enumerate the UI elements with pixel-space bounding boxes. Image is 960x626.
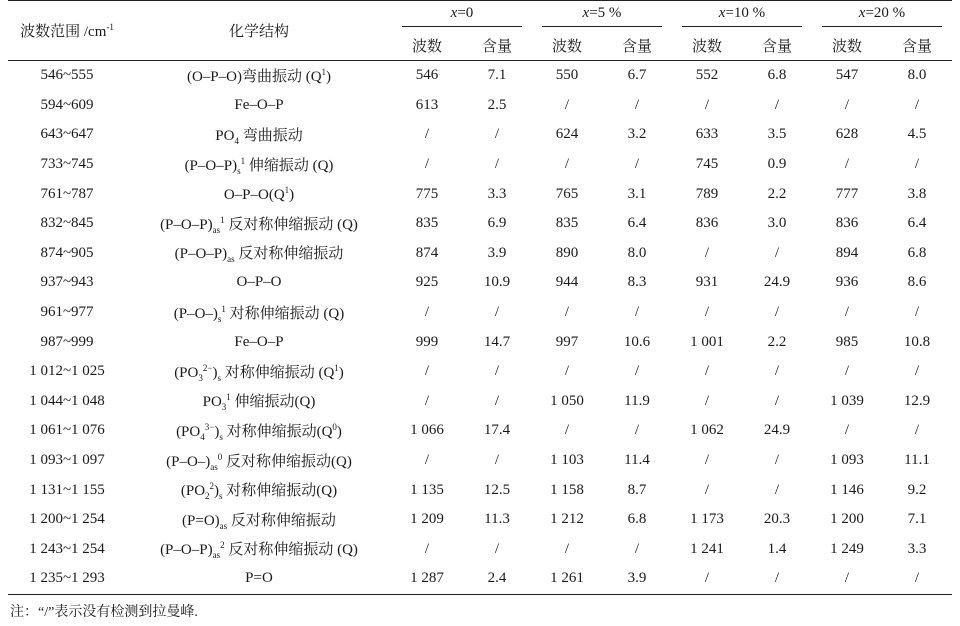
cell-structure: [126, 61, 392, 91]
cell-content: /: [914, 96, 920, 113]
cell-content: 3.2: [627, 126, 647, 143]
table-row: [8, 209, 952, 239]
table-row: [8, 357, 952, 387]
structure-part: (P–O–P): [184, 157, 238, 174]
cell-content: 11.1: [904, 452, 930, 469]
cell-wavenumber: 890: [555, 244, 579, 261]
cell-content: 9.2: [907, 481, 927, 498]
cell-wavenumber: /: [564, 304, 570, 321]
table-container: [8, 0, 952, 621]
cell-content: 12.9: [903, 392, 931, 409]
cell-range: 1 243~1 254: [29, 540, 105, 557]
cell-wavenumber: 1 287: [410, 570, 444, 587]
cell-range: 1 131~1 155: [29, 481, 105, 498]
cell-range: 1 012~1 025: [29, 363, 105, 380]
structure-part: s: [217, 372, 221, 383]
structure-part: 3: [198, 372, 203, 383]
cell-wavenumber: 1 209: [410, 511, 444, 528]
cell-content: 11.4: [624, 452, 650, 469]
cell-content: 3.1: [627, 185, 647, 202]
cell-range: 546~555: [40, 67, 94, 84]
cell-wavenumber: 931: [695, 274, 719, 291]
cell-wavenumber: 835: [415, 215, 439, 232]
structure-part: 3: [221, 402, 227, 413]
table-row: [8, 446, 952, 476]
structure-part: P=O: [245, 570, 273, 587]
cell-content: /: [494, 452, 500, 469]
table-row: [8, 505, 952, 535]
structure-part: ): [338, 364, 344, 381]
cell-wavenumber: /: [844, 96, 850, 113]
group-header-2: x=10 %: [672, 1, 812, 31]
cell-content: 6.8: [907, 244, 927, 261]
structure-part: O–P–O: [236, 274, 282, 291]
cell-content: 6.4: [907, 215, 927, 232]
table-row: [8, 535, 952, 565]
cell-structure: [126, 564, 392, 594]
structure-part: ): [346, 453, 352, 470]
structure-part: s: [217, 313, 222, 324]
cell-range: 874~905: [40, 244, 94, 261]
cell-wavenumber: /: [424, 304, 430, 321]
cell-content: /: [634, 96, 640, 113]
cell-content: /: [774, 363, 780, 380]
structure-part: 0: [332, 421, 337, 432]
cell-content: 12.5: [483, 481, 511, 498]
table-row: [8, 268, 952, 298]
table-row: [8, 564, 952, 594]
cell-content: 6.4: [627, 215, 647, 232]
cell-content: /: [774, 244, 780, 261]
table-note: 注：“/”表示没有检测到拉曼峰.: [10, 604, 198, 620]
cell-wavenumber: 745: [695, 156, 719, 173]
table-row: [8, 327, 952, 357]
cell-content: 2.5: [487, 96, 507, 113]
cell-wavenumber: 624: [555, 126, 579, 143]
cell-wavenumber: 1 001: [690, 333, 724, 350]
structure-part: 1: [226, 392, 231, 403]
cell-wavenumber: 765: [555, 185, 579, 202]
cell-content: 1.4: [767, 540, 787, 557]
cell-wavenumber: /: [564, 540, 570, 557]
cell-content: /: [494, 540, 500, 557]
table-row: [8, 61, 952, 91]
cell-content: 11.9: [624, 392, 650, 409]
sub-header-wave: 波数: [411, 38, 442, 55]
cell-structure: [126, 209, 392, 239]
table-body: [8, 61, 952, 595]
cell-range: 1 044~1 048: [29, 392, 105, 409]
structure-part: Fe–O–P: [234, 333, 284, 350]
cell-content: /: [774, 304, 780, 321]
cell-content: /: [634, 363, 640, 380]
cell-range: 937~943: [40, 274, 94, 291]
cell-range: 733~745: [40, 156, 94, 173]
cell-content: 3.3: [907, 540, 927, 557]
cell-wavenumber: 836: [835, 215, 859, 232]
cell-content: 10.8: [903, 333, 931, 350]
cell-wavenumber: 1 050: [550, 392, 584, 409]
cell-wavenumber: 1 261: [550, 570, 584, 587]
table-row: [8, 120, 952, 150]
cell-content: 3.8: [907, 185, 927, 202]
table-row: [8, 298, 952, 328]
cell-content: /: [914, 422, 920, 439]
cell-wavenumber: /: [564, 156, 570, 173]
cell-wavenumber: /: [704, 452, 710, 469]
cell-range: 1 235~1 293: [29, 570, 105, 587]
cell-wavenumber: /: [424, 126, 430, 143]
cell-wavenumber: /: [844, 363, 850, 380]
cell-wavenumber: 550: [555, 67, 579, 84]
cell-wavenumber: /: [704, 481, 710, 498]
cell-wavenumber: /: [704, 363, 710, 380]
cell-wavenumber: 1 062: [690, 422, 724, 439]
cell-content: 0.9: [767, 156, 787, 173]
cell-wavenumber: /: [424, 363, 430, 380]
cell-range: 761~787: [40, 185, 94, 202]
structure-part: 2: [220, 540, 225, 551]
structure-part: (PO: [176, 423, 201, 440]
structure-part: 伸缩振动(Q: [230, 394, 311, 411]
structure-part: (PO: [174, 364, 199, 381]
structure-part: (O–P–O)弯曲振动 (Q: [186, 69, 322, 86]
cell-wavenumber: 633: [695, 126, 719, 143]
structure-part: ): [310, 394, 316, 411]
structure-part: as: [219, 520, 228, 531]
cell-range: 1 200~1 254: [29, 511, 105, 528]
cell-wavenumber: 546: [415, 67, 439, 84]
cell-content: 20.3: [763, 511, 791, 528]
cell-wavenumber: 1 093: [830, 452, 864, 469]
sub-header-wave: 波数: [691, 38, 722, 55]
cell-content: 2.2: [767, 333, 787, 350]
structure-part: (P–O–): [173, 305, 218, 322]
cell-content: /: [494, 392, 500, 409]
table-row: [8, 150, 952, 180]
cell-wavenumber: /: [704, 392, 710, 409]
structure-part: (P=O): [182, 512, 220, 529]
structure-part: (P–O–P): [160, 216, 213, 233]
cell-wavenumber: 552: [695, 67, 719, 84]
cell-wavenumber: 547: [835, 67, 859, 84]
cell-wavenumber: /: [564, 422, 570, 439]
cell-wavenumber: /: [844, 422, 850, 439]
structure-part: (P–O–P): [160, 542, 213, 559]
cell-wavenumber: 1 103: [550, 452, 584, 469]
cell-wavenumber: /: [424, 540, 430, 557]
cell-wavenumber: 789: [695, 185, 719, 202]
cell-content: /: [774, 570, 780, 587]
structure-part: (P–O–P): [174, 246, 228, 263]
structure-part: (P–O–): [166, 453, 211, 470]
cell-content: 2.2: [767, 185, 787, 202]
cell-content: 3.5: [767, 126, 787, 143]
structure-part: 对称伸缩振动(Q: [222, 483, 333, 500]
cell-structure: [126, 91, 392, 121]
structure-part: 对称伸缩振动 (Q: [220, 364, 335, 381]
sub-header-content: 含量: [481, 38, 512, 55]
cell-content: 6.8: [627, 511, 647, 528]
group-header-1: x=5 %: [532, 1, 672, 31]
structure-part: ): [352, 216, 358, 233]
cell-content: 3.9: [487, 244, 507, 261]
cell-content: 10.6: [623, 333, 651, 350]
cell-content: /: [634, 422, 640, 439]
cell-content: /: [914, 363, 920, 380]
cell-wavenumber: 775: [415, 185, 439, 202]
cell-content: /: [634, 304, 640, 321]
cell-wavenumber: 1 039: [830, 392, 864, 409]
sub-header-wave: 波数: [551, 38, 582, 55]
cell-wavenumber: 1 146: [830, 481, 864, 498]
cell-wavenumber: 997: [555, 333, 579, 350]
cell-wavenumber: /: [564, 96, 570, 113]
cell-range: 1 061~1 076: [29, 422, 105, 439]
structure-part: s: [219, 431, 223, 442]
cell-content: 8.7: [627, 481, 647, 498]
cell-content: 10.9: [483, 274, 511, 291]
cell-wavenumber: 628: [835, 126, 859, 143]
structure-part: ): [352, 542, 358, 559]
structure-part: 弯曲振动: [238, 127, 303, 144]
cell-content: 6.8: [767, 67, 787, 84]
structure-part: 4: [234, 135, 239, 146]
cell-content: /: [914, 570, 920, 587]
cell-wavenumber: 836: [695, 215, 719, 232]
table-row: [8, 179, 952, 209]
structure-part: ): [328, 157, 334, 174]
cell-structure: [126, 298, 392, 328]
cell-wavenumber: /: [424, 392, 430, 409]
cell-structure: [126, 327, 392, 357]
cell-structure: [126, 120, 392, 150]
cell-content: 6.7: [627, 67, 647, 84]
structure-part: 1: [221, 303, 226, 314]
cell-wavenumber: /: [424, 156, 430, 173]
cell-content: /: [774, 481, 780, 498]
cell-wavenumber: 1 135: [410, 481, 444, 498]
structure-part: s: [237, 165, 241, 176]
structure-part: 反对称伸缩振动: [234, 246, 344, 263]
cell-range: 643~647: [40, 126, 94, 143]
cell-content: 3.3: [487, 185, 507, 202]
cell-wavenumber: /: [704, 244, 710, 261]
sub-header-content: 含量: [761, 38, 792, 55]
structure-part: as: [210, 461, 218, 472]
cell-content: /: [914, 156, 920, 173]
table-row: [8, 387, 952, 417]
cell-content: /: [634, 540, 640, 557]
cell-wavenumber: /: [844, 304, 850, 321]
structure-part: ): [214, 483, 220, 500]
cell-structure: [126, 387, 392, 417]
structure-part: 反对称伸缩振动(Q: [222, 453, 347, 470]
cell-wavenumber: /: [844, 570, 850, 587]
cell-content: /: [494, 363, 500, 380]
structure-part: s: [219, 491, 223, 502]
cell-wavenumber: 1 241: [690, 540, 724, 557]
structure-part: (PO: [180, 483, 206, 500]
structure-part: 0: [217, 451, 223, 462]
cell-wavenumber: /: [424, 452, 430, 469]
structure-part: 2: [205, 491, 210, 502]
structure-part: 伸缩振动 (Q: [245, 157, 329, 174]
header-structure: 化学结构: [126, 1, 392, 61]
structure-part: O–P–O(Q: [223, 186, 285, 203]
cell-structure: [126, 535, 392, 565]
structure-part: 1: [334, 362, 339, 373]
cell-wavenumber: 925: [415, 274, 439, 291]
cell-wavenumber: 999: [415, 333, 439, 350]
cell-content: 8.6: [907, 274, 927, 291]
structure-part: 1: [321, 67, 327, 78]
cell-wavenumber: /: [704, 570, 710, 587]
cell-wavenumber: /: [564, 363, 570, 380]
cell-content: 24.9: [763, 422, 791, 439]
cell-structure: [126, 179, 392, 209]
cell-content: 24.9: [763, 274, 791, 291]
cell-content: 8.0: [907, 67, 927, 84]
cell-content: 7.1: [487, 67, 507, 84]
structure-part: 反对称伸缩振动: [227, 512, 336, 529]
cell-content: 8.0: [627, 244, 647, 261]
structure-part: 1: [284, 184, 290, 195]
cell-range: 961~977: [40, 304, 94, 321]
sub-header-wave: 波数: [831, 38, 862, 55]
cell-range: 987~999: [40, 333, 94, 350]
sub-header-content: 含量: [621, 38, 652, 55]
table-row: [8, 475, 952, 505]
cell-wavenumber: 874: [415, 244, 439, 261]
cell-content: 14.7: [483, 333, 511, 350]
cell-wavenumber: 1 212: [550, 511, 584, 528]
cell-content: 8.3: [627, 274, 647, 291]
structure-part: ): [326, 69, 332, 86]
structure-part: 对称伸缩振动 (Q: [225, 305, 340, 322]
raman-table: [8, 0, 952, 595]
structure-part: 反对称伸缩振动 (Q: [224, 216, 353, 233]
cell-structure: [126, 150, 392, 180]
cell-wavenumber: 1 249: [830, 540, 864, 557]
cell-content: /: [774, 392, 780, 409]
cell-content: 6.9: [487, 215, 507, 232]
cell-structure: [126, 268, 392, 298]
cell-content: /: [494, 126, 500, 143]
structure-part: 4: [200, 431, 205, 442]
structure-part: ): [339, 305, 345, 322]
sub-header-content: 含量: [901, 38, 932, 55]
cell-wavenumber: 985: [835, 333, 859, 350]
structure-part: PO: [215, 127, 235, 144]
cell-content: /: [634, 156, 640, 173]
structure-part: ): [332, 483, 338, 500]
group-header-0: x=0: [392, 1, 532, 31]
structure-part: Fe–O–P: [234, 96, 284, 113]
cell-structure: [126, 505, 392, 535]
table-row: [8, 416, 952, 446]
cell-structure: [126, 475, 392, 505]
structure-part: as: [212, 224, 221, 235]
structure-part: as: [227, 254, 235, 265]
cell-content: /: [774, 452, 780, 469]
cell-structure: [126, 446, 392, 476]
cell-range: 594~609: [40, 96, 94, 113]
cell-content: 2.4: [487, 570, 507, 587]
structure-part: ): [212, 364, 218, 381]
structure-part: as: [212, 550, 221, 561]
structure-part: ): [336, 423, 342, 440]
cell-wavenumber: 613: [415, 96, 439, 113]
cell-content: 17.4: [483, 422, 511, 439]
structure-part: 2−: [202, 362, 213, 373]
structure-part: 对称伸缩振动(Q: [222, 423, 333, 440]
cell-content: /: [494, 304, 500, 321]
structure-part: 反对称伸缩振动 (Q: [224, 542, 353, 559]
cell-wavenumber: 894: [835, 244, 859, 261]
cell-wavenumber: /: [704, 96, 710, 113]
structure-part: 2: [209, 481, 215, 492]
cell-structure: [126, 416, 392, 446]
group-header-3: x=20 %: [812, 1, 952, 31]
structure-part: 1: [240, 155, 246, 166]
cell-wavenumber: 1 173: [690, 511, 724, 528]
header-range: 波数范围 $/cm^{-1}$: [8, 1, 126, 61]
cell-content: 11.3: [484, 511, 510, 528]
cell-range: 1 093~1 097: [29, 452, 105, 469]
cell-content: /: [914, 304, 920, 321]
structure-part: 3−: [204, 421, 215, 432]
cell-wavenumber: /: [704, 304, 710, 321]
cell-structure: [126, 357, 392, 387]
cell-content: /: [774, 96, 780, 113]
cell-wavenumber: /: [844, 156, 850, 173]
cell-wavenumber: 1 200: [830, 511, 864, 528]
table-row: [8, 91, 952, 121]
cell-wavenumber: 835: [555, 215, 579, 232]
cell-wavenumber: 936: [835, 274, 859, 291]
cell-structure: [126, 239, 392, 269]
table-row: [8, 239, 952, 269]
cell-range: 832~845: [40, 215, 94, 232]
cell-content: 3.0: [767, 215, 787, 232]
cell-content: 3.9: [627, 570, 647, 587]
cell-wavenumber: 777: [835, 185, 859, 202]
cell-wavenumber: 1 158: [550, 481, 584, 498]
structure-part: 1: [220, 214, 225, 225]
structure-part: PO: [202, 394, 222, 411]
cell-wavenumber: 1 066: [410, 422, 444, 439]
cell-content: 7.1: [907, 511, 927, 528]
cell-content: 4.5: [907, 126, 927, 143]
cell-wavenumber: 944: [555, 274, 579, 291]
cell-content: /: [494, 156, 500, 173]
structure-part: ): [289, 186, 295, 203]
structure-part: ): [214, 423, 220, 440]
